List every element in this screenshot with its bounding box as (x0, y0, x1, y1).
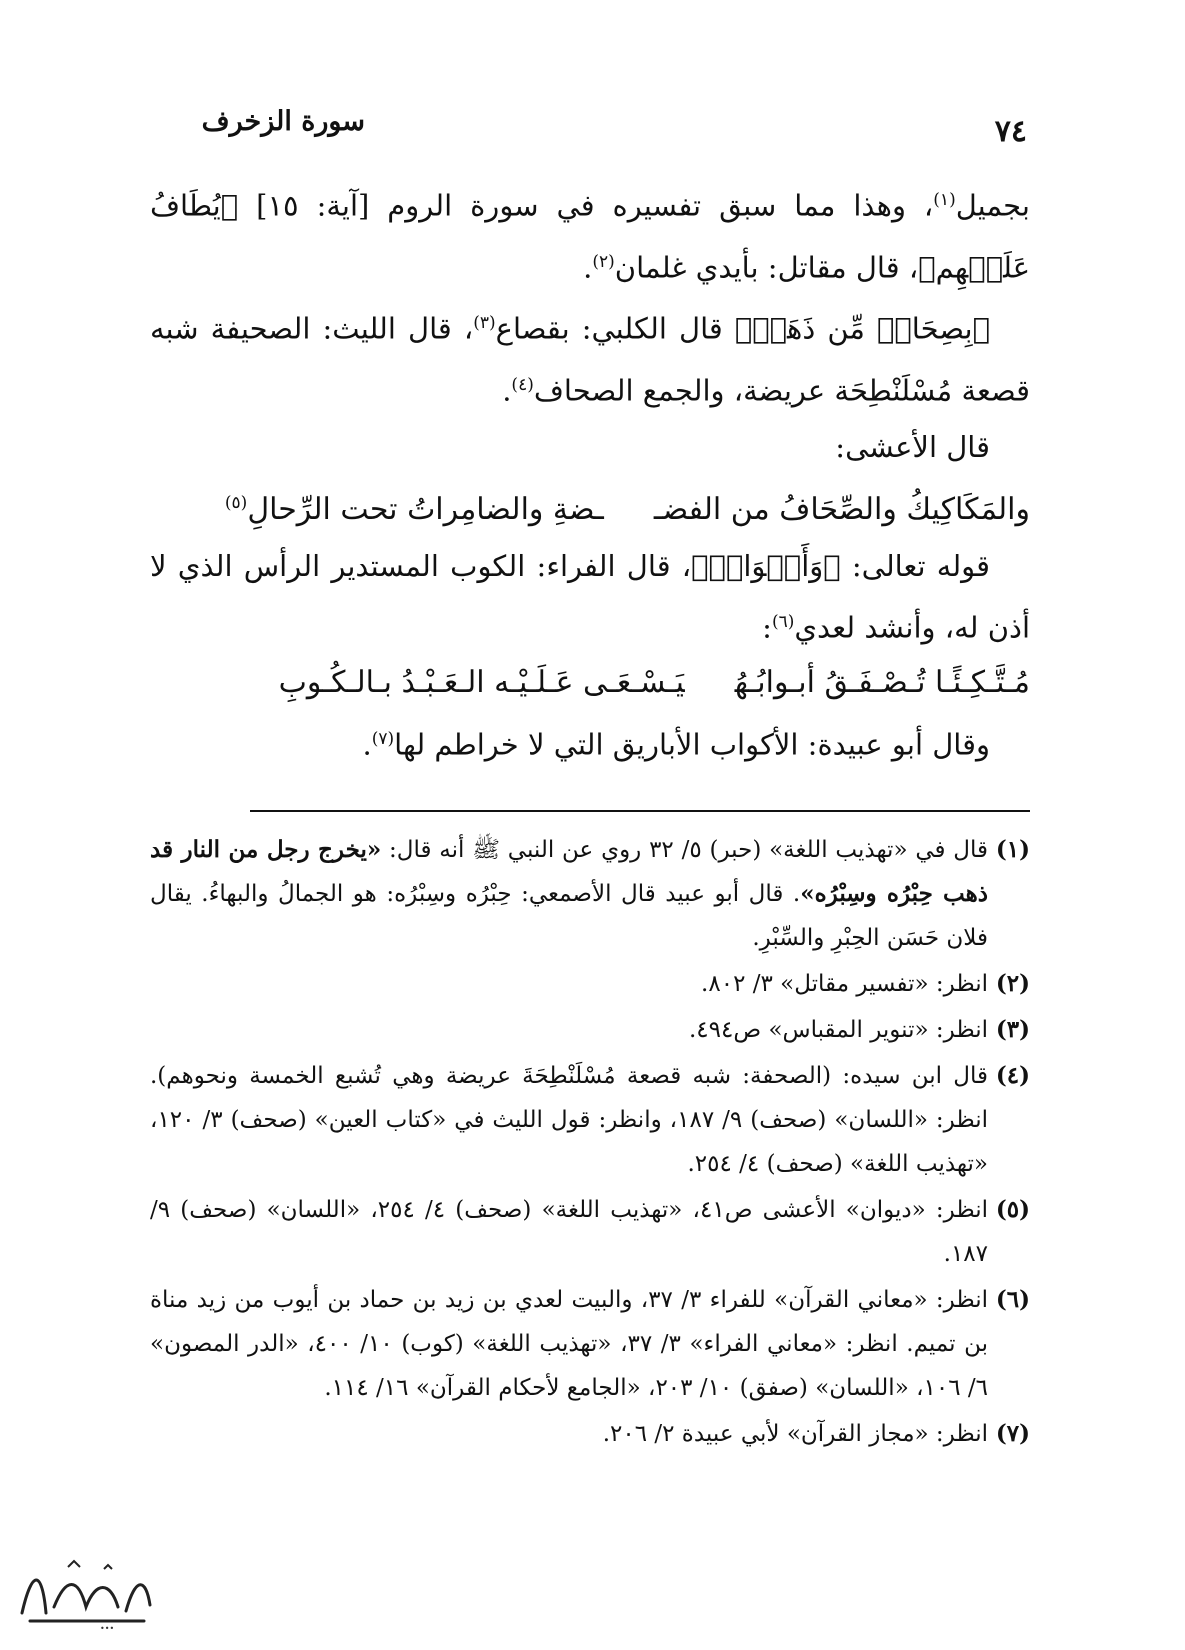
footnote-text: قال في «تهذيب اللغة» (حبر) ٥/ ٣٢ روي عن النبي ﷺ أنه قال: (381, 837, 989, 863)
footnote-4 (150, 1054, 1030, 1186)
publisher-logo-stamp (8, 1555, 158, 1633)
page-number: ٧٤ (994, 114, 1027, 149)
verse-hemistich-1: والمَكَاكِيكُ والصِّحَافُ من الفضـ (653, 491, 1030, 527)
footnote-ref: (٣) (473, 313, 496, 334)
footnote-7 (150, 1412, 1030, 1456)
footnote-3 (150, 1008, 1030, 1052)
footnote-number: (٧) (995, 1420, 1030, 1447)
footnote-ref: (١) (933, 190, 956, 210)
page-header (0, 100, 1185, 150)
footnote-6 (150, 1278, 1030, 1410)
footnote-text: . قال أبو عبيد قال الأصمعي: حِبْرُه وسِبْرُه: هو الجمالُ والبهاءُ. يقال فلان حَسَن الحِبْرِ والسِّبْرِ. (150, 881, 988, 951)
text-run: : (762, 610, 772, 645)
footnote-number: (٤) (995, 1062, 1030, 1089)
footnote-ref: (٧) (371, 729, 395, 750)
footnote-number: (٣) (995, 1016, 1030, 1043)
footnote-number: (١) (995, 836, 1030, 863)
verse-hemistich-2: ـضةِ والضامِراتُ تحت الرِّحالِ (247, 491, 604, 527)
text-run: بجميل (955, 188, 1030, 223)
text-run: . (502, 373, 512, 408)
footnote-number: (٢) (995, 970, 1030, 997)
text-run: ، قال الليث: الصحيفة شبه قصعة مُسْلَنْطِحَة عريضة، والجمع الصحاف (150, 311, 1030, 408)
footnote-5 (150, 1188, 1030, 1276)
hadith-quote: «يخرج رجل من النار قد ذهب حِبْرُه وسِبْرُه» (150, 836, 988, 907)
paragraph-5 (150, 711, 1030, 773)
poetry-verse-2 (150, 655, 1030, 711)
footnote-text: انظر: «تنوير المقباس» ص٤٩٤. (688, 1017, 988, 1043)
verse-hemistich-2: يَـسْـعَـى عَـلَـيْـه الـعَـبْـدُ بـالـكُـوبِ (278, 665, 685, 701)
paragraph-3 (150, 419, 1030, 475)
footnote-text: انظر: «مجاز القرآن» لأبي عبيدة ٢/ ٢٠٦. (602, 1421, 988, 1447)
paragraph-2 (150, 295, 1030, 418)
footnote-ref: (٥) (224, 492, 248, 513)
paragraph-4 (150, 538, 1030, 656)
text-run: قوله تعالى: (840, 548, 991, 583)
footnotes (150, 828, 1030, 1458)
footnote-text: قال ابن سيده: (الصحفة: شبه قصعة مُسْلَنْطِحَةَ عريضة وهي تُشبع الخمسة ونحوهم). انظر: «اللسان» (صحف) ٩/ ١٨٧، وانظر: قول الليث في «كتاب العين» (صحف) ٣/ ١٢٠، «تهذيب اللغة» (صحف) ٤/ ٢٥٤. (150, 1063, 988, 1177)
svg-text:•••: ••• (100, 1624, 115, 1633)
text-run: قال الكلبي: بقصاع (495, 311, 735, 346)
text-run: وقال أبو عبيدة: الأكواب الأباريق التي لا خراطم لها (394, 727, 990, 762)
footnote-2 (150, 962, 1030, 1006)
quran-quote: ﴿وَأَكۡوَابٖ﴾ (691, 548, 841, 583)
poetry-verse-1 (150, 475, 1030, 538)
text-run: ، قال مقاتل: بأيدي غلمان (614, 250, 919, 285)
verse-hemistich-1: مُـتَّـكِـئًـا تُـصْـفَـقُ أبـوابُـهُ (734, 665, 1030, 701)
footnote-number: (٥) (995, 1196, 1030, 1223)
text-run: ، قال الفراء: الكوب المستدير الرأس الذي لا أذن له، وأنشد لعدي (150, 548, 1030, 645)
running-title: سورة الزخرف (201, 106, 365, 137)
footnote-divider (250, 810, 1030, 812)
footnote-1 (150, 828, 1030, 960)
text-run: ، وهذا مما سبق تفسيره في سورة الروم [آية: ١٥] (238, 188, 934, 223)
footnote-text: انظر: «ديوان» الأعشى ص٤١، «تهذيب اللغة» (صحف) ٤/ ٢٥٤، «اللسان» (صحف) ٩/ ١٨٧. (150, 1197, 988, 1267)
paragraph-1 (150, 172, 1030, 295)
quran-quote: ﴿يُطَافُ عَلَيۡهِم﴾ (150, 188, 1030, 285)
text-run: . (362, 727, 372, 762)
quran-quote: ﴿بِصِحَافٖ مِّن ذَهَبٖ﴾ (734, 311, 990, 346)
footnote-ref: (٦) (771, 611, 795, 632)
footnote-ref: (٢) (592, 251, 615, 272)
footnote-text: انظر: «معاني القرآن» للفراء ٣/ ٣٧، والبيت لعدي بن زيد بن حماد بن أيوب من زيد مناة بن تميم. انظر: «معاني الفراء» ٣/ ٣٧، «تهذيب اللغة» (كوب) ١٠/ ٤٠٠، «الدر المصون» ٦/ ١٠٦، «اللسان» (صفق) ١٠/ ٢٠٣، «الجامع لأحكام القرآن» ١٦/ ١١٤. (150, 1287, 989, 1401)
text-run: . (583, 250, 593, 285)
text-run: قال الأعشى: (835, 429, 990, 464)
main-text (150, 172, 1030, 773)
footnote-text: انظر: «تفسير مقاتل» ٣/ ٨٠٢. (701, 971, 988, 997)
footnote-number: (٦) (995, 1286, 1030, 1313)
footnote-ref: (٤) (511, 374, 534, 395)
